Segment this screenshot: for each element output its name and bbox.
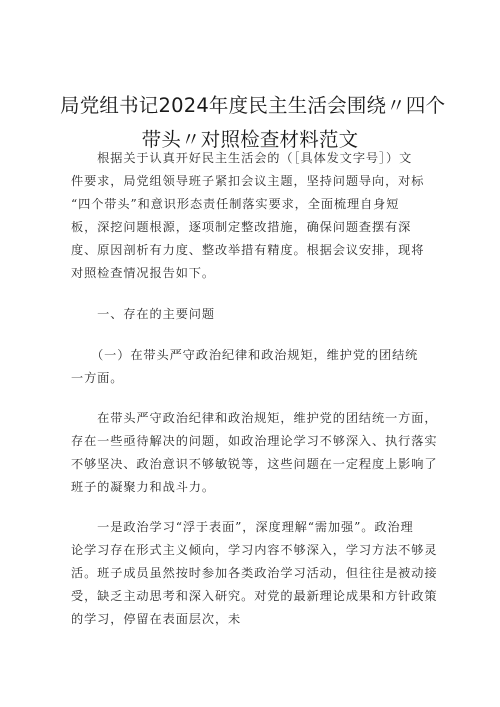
subsection-heading: （一）在带头严守政治纪律和政治规矩，维护党的团结统 <box>71 348 419 362</box>
document-title-line-2: 带头〃对照检查材料范文 <box>141 128 359 151</box>
body-line: 度、原因剖析有力度、整改举措有精度。根据会议安排，现将 <box>71 243 425 257</box>
body-line: 件要求，局党组领导班子紧扣会议主题，坚持问题导向，对标 <box>71 174 425 188</box>
body-line: 根据关于认真开好民主生活会的（［具体发文字号］）文 <box>71 151 413 165</box>
body-line: 班子的凝聚力和战斗力。 <box>71 480 215 494</box>
body-line: 对照检查情况报告如下。 <box>71 266 215 280</box>
body-line: 板，深挖问题根源，逐项制定整改措施，确保问题查摆有深 <box>71 220 412 234</box>
body-line: 活。班子成员虽然按时参加各类政治学习活动，但往往是被动接 <box>71 566 438 580</box>
body-line: 的学习，停留在表面层次，未 <box>71 612 242 626</box>
section-heading: 一、存在的主要问题 <box>71 307 215 321</box>
body-line: 受，缺乏主动思考和深入研究。对党的最新理论成果和方针政策 <box>71 589 438 603</box>
body-line: 不够坚决、政治意识不够敏锐等，这些问题在一定程度上影响了 <box>71 457 438 471</box>
body-line: 论学习存在形式主义倾向，学习内容不够深入，学习方法不够灵 <box>71 543 438 557</box>
body-line: 存在一些亟待解决的问题，如政治理论学习不够深入、执行落实 <box>71 434 438 448</box>
body-line: 在带头严守政治纪律和政治规矩，维护党的团结统一方面， <box>71 411 438 425</box>
body-line: 一是政治学习“浮于表面”，深度理解“需加强”。政治理 <box>71 520 414 534</box>
subsection-heading: 一方面。 <box>71 371 124 385</box>
document-title-line-1: 局党组书记2024年度民主生活会围绕〃四个 <box>60 94 446 117</box>
body-line: “四个带头”和意识形态责任制落实要求，全面梳理自身短 <box>71 197 400 211</box>
